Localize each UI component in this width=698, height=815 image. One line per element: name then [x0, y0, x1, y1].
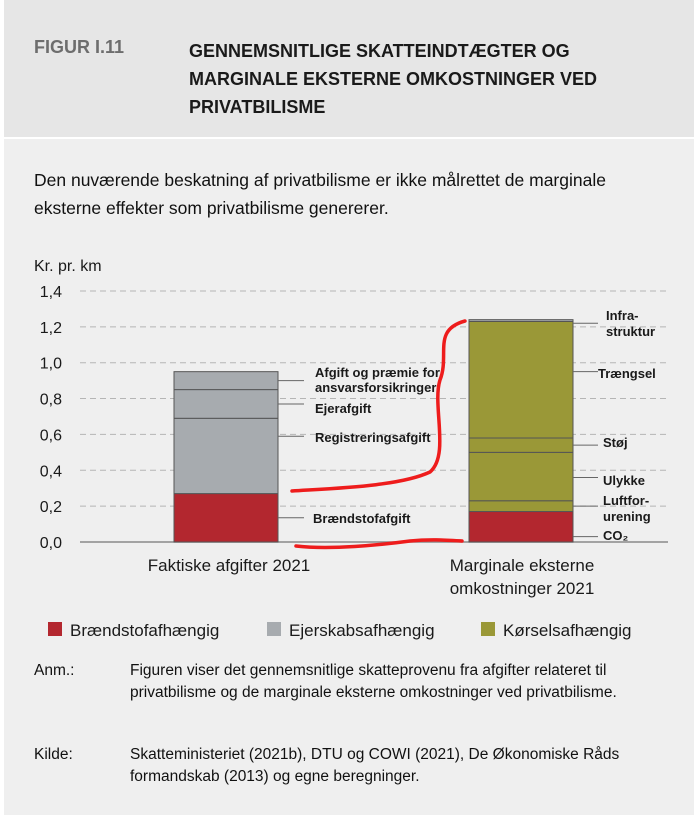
segment-label: Støj: [603, 435, 628, 450]
bar-segment: [469, 512, 573, 542]
figure-title: GENNEMSNITLIGE SKATTEINDTÆGTER OG MARGINALE EKSTERNE OMKOSTNINGER VED PRIVATBILISME: [189, 41, 598, 117]
y-tick-label: 1,2: [39, 319, 62, 337]
y-tick-label: 0,6: [39, 427, 62, 445]
y-tick-label: 1,0: [39, 355, 62, 373]
segment-label: Luftfor-: [603, 493, 650, 508]
bar-segment: [469, 321, 573, 438]
note-key: Anm.:: [34, 662, 75, 679]
y-tick-label: 1,4: [39, 283, 62, 301]
segment-label: urening: [603, 509, 651, 524]
segment-label: Ulykke: [603, 473, 645, 488]
segment-label: Ejerafgift: [315, 401, 372, 416]
bar-segment: [469, 501, 573, 512]
segment-label: Infra-: [606, 308, 639, 323]
segment-label: Afgift og præmie for: [315, 365, 440, 380]
lead-text: Den nuværende beskatning af privatbilisme er ikke målrettet de marginale eksterne effekter som privatbilisme genererer.: [34, 170, 606, 218]
note-text: Figuren viser det gennemsnitlige skatteprovenu fra afgifter relateret til privatbilisme og de marginale eksterne omkostninger ved privatbilisme.: [130, 662, 617, 701]
segment-label: ansvarsforsikringer: [315, 380, 437, 395]
segment-label: Trængsel: [598, 366, 656, 381]
category-label: omkostninger 2021: [449, 579, 595, 598]
bar-segment: [174, 494, 278, 542]
category-label: Marginale eksterne: [449, 556, 595, 575]
bar-segment: [469, 452, 573, 500]
y-tick-label: 0,8: [39, 391, 62, 409]
bar-segment: [174, 390, 278, 419]
segment-label: Brændstofafgift: [313, 511, 411, 526]
legend-label: Brændstofafhængig: [70, 621, 220, 640]
y-tick-label: 0,0: [39, 535, 62, 552]
annotation-stroke: [296, 540, 462, 548]
legend-swatch: [267, 622, 281, 636]
source-text: Skatteministeriet (2021b), DTU og COWI (2021), De Økonomiske Råds formandskab (2013) og egne beregninger.: [130, 746, 620, 785]
y-tick-label: 0,2: [39, 499, 62, 517]
bar-segment: [469, 320, 573, 322]
category-label: Faktiske afgifter 2021: [147, 556, 311, 575]
bar-segment: [174, 372, 278, 390]
legend-swatch: [48, 622, 62, 636]
source-key: Kilde:: [34, 746, 73, 763]
legend-label: Ejerskabsafhængig: [289, 621, 435, 640]
y-tick-label: 0,4: [39, 463, 62, 481]
segment-label: CO₂: [603, 528, 629, 543]
figure-number: FIGUR I.11: [34, 37, 125, 57]
bar-segment: [174, 418, 278, 493]
y-axis-label: Kr. pr. km: [34, 258, 102, 275]
legend-swatch: [481, 622, 495, 636]
legend-label: Kørselsafhængig: [503, 621, 632, 640]
bar-segment: [469, 438, 573, 452]
segment-label: Registreringsafgift: [315, 430, 431, 445]
segment-label: struktur: [606, 324, 656, 339]
